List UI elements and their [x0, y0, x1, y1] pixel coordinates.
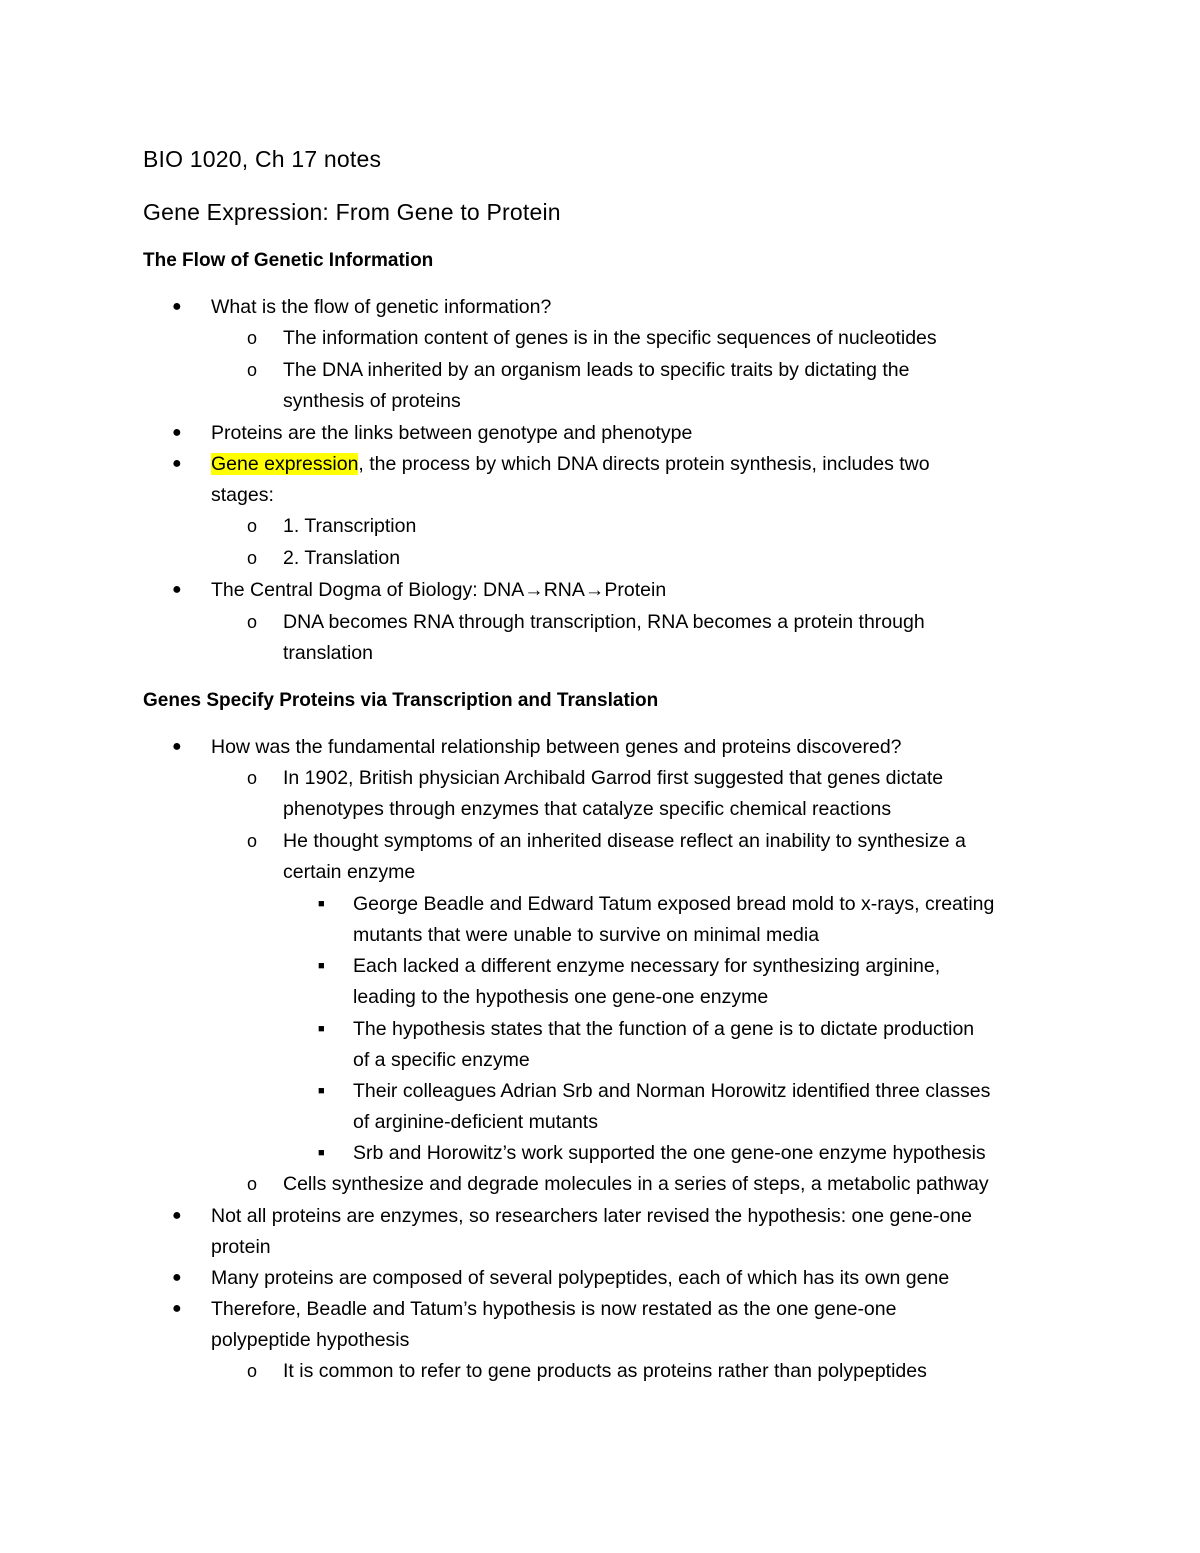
bullet-text: The Central Dogma of Biology: DNA→RNA→Protein [211, 579, 667, 601]
sub-bullet-marker: o [247, 612, 258, 632]
square-bullet-marker: ■ [318, 898, 325, 910]
sub-bullet-marker: o [247, 328, 258, 348]
sub-bullet-marker: o [247, 548, 258, 568]
square-bullet-marker: ■ [318, 960, 325, 972]
section-heading: Genes Specify Proteins via Transcription and Translation [143, 690, 659, 711]
sub-sub-bullet-text: Srb and Horowitz’s work supported the one gene-one enzyme hypothesis [353, 1142, 986, 1164]
bullet-text [211, 451, 930, 477]
sub-bullet-text-cont: certain enzyme [283, 861, 416, 883]
bullet-text-cont: polypeptide hypothesis [211, 1329, 410, 1351]
sub-bullet-text: DNA becomes RNA through transcription, RNA becomes a protein through [283, 611, 925, 633]
sub-bullet-text: Cells synthesize and degrade molecules in a series of steps, a metabolic pathway [283, 1173, 989, 1195]
bullet-text-cont: protein [211, 1236, 271, 1258]
section-heading: The Flow of Genetic Information [143, 250, 434, 271]
sub-bullet-marker: o [247, 360, 258, 380]
bullet-marker: ● [172, 1269, 182, 1286]
bullet-marker: ● [172, 424, 182, 441]
bullet-text: How was the fundamental relationship between genes and proteins discovered? [211, 736, 902, 758]
bullet-text: Therefore, Beadle and Tatum’s hypothesis is now restated as the one gene-one [211, 1298, 897, 1320]
sub-bullet-marker: o [247, 516, 258, 536]
square-bullet-marker: ■ [318, 1147, 325, 1159]
sub-sub-bullet-text: George Beadle and Edward Tatum exposed bread mold to x-rays, creating [353, 893, 995, 915]
bullet-text: What is the flow of genetic information? [211, 296, 552, 318]
square-bullet-marker: ■ [318, 1023, 325, 1035]
sub-bullet-text: He thought symptoms of an inherited disease reflect an inability to synthesize a [283, 830, 966, 852]
bullet-text: Many proteins are composed of several polypeptides, each of which has its own gene [211, 1267, 950, 1289]
sub-bullet-text: The DNA inherited by an organism leads to specific traits by dictating the [283, 359, 910, 381]
sub-bullet-text: 2. Translation [283, 547, 401, 569]
bullet-marker: ● [172, 298, 182, 315]
sub-bullet-marker: o [247, 1361, 258, 1381]
sub-sub-bullet-text: The hypothesis states that the function of a gene is to dictate production [353, 1018, 975, 1040]
bullet-text: Not all proteins are enzymes, so researchers later revised the hypothesis: one gene-one [211, 1205, 972, 1227]
sub-bullet-marker: o [247, 1174, 258, 1194]
sub-sub-bullet-text: Their colleagues Adrian Srb and Norman Horowitz identified three classes [353, 1080, 991, 1102]
sub-bullet-marker: o [247, 768, 258, 788]
bullet-text-cont: stages: [211, 484, 274, 506]
sub-bullet-text: In 1902, British physician Archibald Garrod first suggested that genes dictate [283, 767, 944, 789]
sub-sub-bullet-text-cont: leading to the hypothesis one gene-one enzyme [353, 986, 769, 1008]
bullet-marker: ● [172, 455, 182, 472]
bullet-text: Proteins are the links between genotype and phenotype [211, 422, 693, 444]
bullet-marker: ● [172, 1300, 182, 1317]
course-title: BIO 1020, Ch 17 notes [143, 146, 382, 172]
sub-bullet-text-cont: synthesis of proteins [283, 390, 461, 412]
sub-bullet-text: The information content of genes is in the specific sequences of nucleotides [283, 327, 937, 349]
sub-bullet-text-cont: phenotypes through enzymes that catalyze specific chemical reactions [283, 798, 892, 820]
sub-bullet-text: 1. Transcription [283, 515, 417, 537]
highlighted-term: Gene expression [211, 453, 359, 475]
sub-sub-bullet-text: Each lacked a different enzyme necessary for synthesizing arginine, [353, 955, 941, 977]
square-bullet-marker: ■ [318, 1085, 325, 1097]
sub-sub-bullet-text-cont: mutants that were unable to survive on minimal media [353, 924, 820, 946]
sub-bullet-marker: o [247, 831, 258, 851]
sub-bullet-text: It is common to refer to gene products as proteins rather than polypeptides [283, 1360, 927, 1382]
sub-sub-bullet-text-cont: of arginine-deficient mutants [353, 1111, 598, 1133]
sub-sub-bullet-text-cont: of a specific enzyme [353, 1049, 530, 1071]
bullet-marker: ● [172, 738, 182, 755]
chapter-title: Gene Expression: From Gene to Protein [143, 199, 561, 225]
bullet-marker: ● [172, 1207, 182, 1224]
bullet-marker: ● [172, 581, 182, 598]
bullet-text-rest: , the process by which DNA directs protein synthesis, includes two [358, 453, 930, 475]
sub-bullet-text-cont: translation [283, 642, 373, 664]
